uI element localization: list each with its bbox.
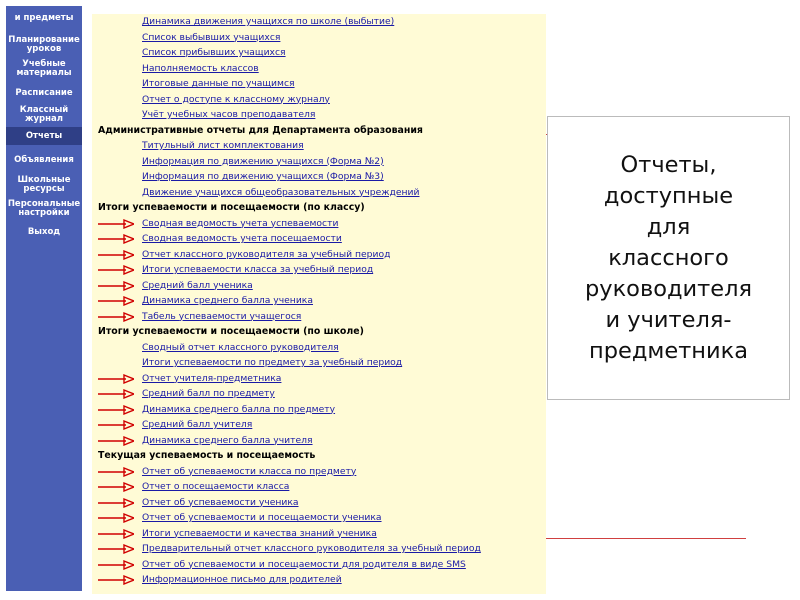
section-heading: Текущая успеваемость и посещаемость	[98, 450, 316, 461]
report-row	[92, 231, 546, 247]
report-link[interactable]: Информация по движению учащихся (Форма №2)	[142, 155, 384, 167]
red-arrow-icon	[98, 482, 134, 492]
report-link[interactable]: Динамика среднего балла ученика	[142, 295, 313, 306]
report-row	[92, 107, 546, 123]
report-link[interactable]: Динамика движения учащихся по школе (выбытие)	[142, 16, 395, 27]
section-heading: Итоги успеваемости и посещаемости (по школе)	[98, 326, 364, 337]
report-link[interactable]: Итоговые данные по учащимся	[142, 78, 295, 89]
red-arrow-icon	[98, 544, 134, 554]
section-heading: Административные отчеты для Департамента образования	[98, 124, 423, 136]
report-link[interactable]: Табель успеваемости учащегося	[142, 310, 302, 322]
report-link[interactable]: Сводная ведомость учета успеваемости	[142, 217, 339, 229]
report-link[interactable]: Информация по движению учащихся (Форма №3)	[142, 171, 384, 182]
report-row	[92, 417, 546, 433]
report-row	[92, 30, 546, 46]
red-arrow-icon	[98, 405, 134, 415]
report-link[interactable]: Отчет об успеваемости и посещаемости для родителя в виде SMS	[142, 558, 466, 570]
sidebar-item-7[interactable]: Школьные ресурсы	[17, 175, 71, 194]
report-link[interactable]: Наполняемость классов	[142, 62, 259, 74]
report-row	[92, 433, 546, 449]
sidebar-item-6[interactable]: Объявления	[14, 155, 74, 165]
report-link[interactable]: Динамика среднего балла по предмету	[142, 403, 336, 415]
report-link[interactable]: Итоги успеваемости класса за учебный период	[142, 264, 374, 275]
report-row	[92, 247, 546, 263]
red-arrow-icon	[98, 560, 134, 570]
report-row	[92, 278, 546, 294]
sidebar-item-3[interactable]: Расписание	[15, 88, 73, 98]
report-row	[92, 76, 546, 92]
report-link[interactable]: Титульный лист комплектования	[142, 140, 304, 151]
callout-text: Отчеты, доступные для классного руководителя и учителя- предметника	[584, 151, 753, 364]
report-row	[92, 61, 546, 77]
callout-box	[547, 116, 790, 400]
report-row	[92, 479, 546, 495]
sidebar-item-1[interactable]: Планирование уроков	[8, 35, 80, 54]
report-row	[92, 402, 546, 418]
report-row	[92, 216, 546, 232]
report-row	[92, 14, 546, 30]
report-row	[92, 138, 546, 154]
report-link[interactable]: Средний балл ученика	[142, 279, 253, 291]
report-link[interactable]: Отчет об успеваемости ученика	[142, 496, 299, 508]
sidebar-item-4[interactable]: Классный журнал	[19, 105, 69, 124]
red-arrow-icon	[98, 513, 134, 523]
report-row	[92, 340, 546, 356]
report-row	[92, 169, 546, 185]
report-row	[92, 495, 546, 511]
red-arrow-icon	[98, 529, 134, 539]
report-link[interactable]: Информационное письмо для родителей	[142, 574, 342, 585]
sidebar-item-8[interactable]: Персональные настройки	[7, 199, 81, 218]
report-link[interactable]: Учёт учебных часов преподавателя	[142, 109, 316, 120]
sidebar-item-2[interactable]: Учебные материалы	[16, 59, 72, 78]
red-arrow-icon	[98, 389, 134, 399]
red-arrow-icon	[98, 234, 134, 244]
report-link[interactable]: Отчет о доступе к классному журналу	[142, 93, 330, 105]
report-link[interactable]: Сводная ведомость учета посещаемости	[142, 233, 342, 244]
reports-list	[92, 14, 546, 594]
callout-connector-bottom	[546, 538, 746, 539]
sidebar-item-5[interactable]: Отчеты	[6, 127, 82, 145]
report-row	[92, 526, 546, 542]
report-row	[92, 293, 546, 309]
report-link[interactable]: Отчет о посещаемости класса	[142, 481, 290, 492]
sidebar-item-0[interactable]: и предметы	[14, 12, 74, 23]
report-row	[92, 510, 546, 526]
report-row	[92, 309, 546, 325]
report-row	[92, 355, 546, 371]
red-arrow-icon	[98, 281, 134, 291]
red-arrow-icon	[98, 296, 134, 306]
red-arrow-icon	[98, 436, 134, 446]
section-heading: Итоги успеваемости и посещаемости (по классу)	[98, 202, 365, 213]
red-arrow-icon	[98, 265, 134, 275]
report-link[interactable]: Движение учащихся общеобразовательных учреждений	[142, 186, 420, 198]
red-arrow-icon	[98, 374, 134, 384]
red-arrow-icon	[98, 420, 134, 430]
report-row	[92, 45, 546, 61]
report-link[interactable]: Средний балл по предмету	[142, 388, 275, 399]
red-arrow-icon	[98, 219, 134, 229]
report-row	[92, 386, 546, 402]
report-link[interactable]: Отчет классного руководителя за учебный период	[142, 248, 391, 260]
report-row	[92, 371, 546, 387]
report-link[interactable]: Итоги успеваемости и качества знаний ученика	[142, 527, 377, 539]
sidebar-nav	[6, 6, 82, 591]
report-row	[92, 185, 546, 201]
report-row	[92, 557, 546, 573]
report-row	[92, 154, 546, 170]
report-link[interactable]: Итоги успеваемости по предмету за учебный период	[142, 357, 403, 368]
report-link[interactable]: Предварительный отчет классного руководителя за учебный период	[142, 543, 481, 554]
report-link[interactable]: Список выбывших учащихся	[142, 31, 281, 43]
report-link[interactable]: Сводный отчет классного руководителя	[142, 341, 339, 353]
report-link[interactable]: Список прибывших учащихся	[142, 47, 286, 58]
report-link[interactable]: Отчет об успеваемости класса по предмету	[142, 465, 357, 477]
report-row	[92, 92, 546, 108]
report-row	[92, 572, 546, 588]
red-arrow-icon	[98, 312, 134, 322]
report-row	[92, 464, 546, 480]
red-arrow-icon	[98, 575, 134, 585]
red-arrow-icon	[98, 498, 134, 508]
report-link[interactable]: Средний балл учителя	[142, 419, 253, 430]
report-row	[92, 541, 546, 557]
report-link[interactable]: Отчет об успеваемости и посещаемости ученика	[142, 512, 382, 523]
red-arrow-icon	[98, 250, 134, 260]
red-arrow-icon	[98, 467, 134, 477]
report-row	[92, 262, 546, 278]
sidebar-item-9[interactable]: Выход	[27, 227, 61, 237]
report-link[interactable]: Отчет учителя-предметника	[142, 372, 282, 384]
report-link[interactable]: Динамика среднего балла учителя	[142, 434, 313, 446]
